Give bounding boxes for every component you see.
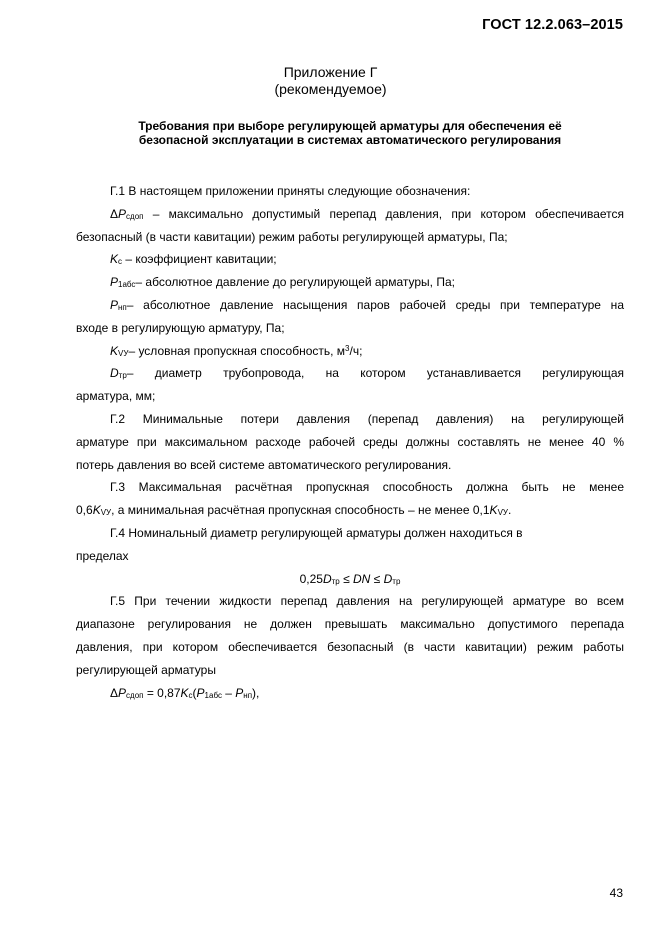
symbol-k: K xyxy=(110,252,119,267)
subscript: VУ xyxy=(118,348,129,358)
symbol-p: P xyxy=(196,685,205,700)
text-span: безопасный (в части кавитации) режим работы регулирующей арматуры, Па; xyxy=(76,229,508,244)
subscript: 1абс xyxy=(204,690,222,700)
paragraph-g5-line-4 xyxy=(76,659,624,682)
text-span: регулирующей арматуры xyxy=(76,662,216,677)
definition-kvy xyxy=(76,340,624,363)
text-span: арматуре при максимальном расходе рабочей среды должны составлять не менее 40 % xyxy=(76,434,624,449)
text-span: Г.5 При течении жидкости перепад давления на регулирующей арматуре во всем xyxy=(110,594,624,609)
text-span: пределах xyxy=(76,548,129,563)
text-span: – условная пропускная способность, м xyxy=(128,343,346,358)
subscript: нп xyxy=(243,690,253,700)
paragraph-g1 xyxy=(76,180,624,203)
symbol-d: D xyxy=(322,571,332,586)
appendix-status: (рекомендуемое) xyxy=(274,81,387,97)
text-span: – диаметр трубопровода, на котором устанавливается регулирующая xyxy=(126,366,624,381)
paragraph-g3-line-1 xyxy=(76,476,624,499)
subscript: 1абс xyxy=(118,280,136,290)
symbol-k: K xyxy=(110,343,119,358)
definition-dtr-line-1 xyxy=(76,362,624,385)
symbol-d: D xyxy=(110,366,119,381)
text-span: = 0,87 xyxy=(143,685,181,700)
symbol-p: P xyxy=(118,206,127,221)
symbol-p: P xyxy=(118,685,127,700)
paragraph-g5-line-2 xyxy=(76,613,624,636)
definition-pnp-line-1 xyxy=(76,294,624,317)
symbol-p: P xyxy=(110,275,119,290)
definition-dp-line-1 xyxy=(76,203,624,226)
text-span: – абсолютное давление до регулирующей арматуры, Па; xyxy=(135,275,455,290)
subscript: VУ xyxy=(100,508,112,518)
subscript: сдоп xyxy=(126,211,144,221)
subscript: нп xyxy=(118,302,127,312)
appendix-heading-line-2: безопасной эксплуатации в системах автоматического регулирования xyxy=(138,133,562,147)
definition-p1 xyxy=(76,271,624,294)
text-span: диапазоне регулирования не должен превышать максимально допустимого перепада xyxy=(76,617,624,632)
definition-dp-line-2 xyxy=(76,226,624,249)
symbol-k: K xyxy=(180,685,189,700)
definition-pnp-line-2 xyxy=(76,317,624,340)
text-span: арматура, мм; xyxy=(76,389,156,404)
symbol-k: K xyxy=(92,503,101,518)
text-span: 0,25 xyxy=(299,571,323,586)
text-span: Г.1 В настоящем приложении приняты следующие обозначения: xyxy=(110,184,471,198)
text-span: Г.3 Максимальная расчётная пропускная способность должна быть не менее xyxy=(110,480,624,495)
appendix-title xyxy=(0,64,661,98)
text-span: потерь давления во всей системе автоматического регулирования. xyxy=(76,457,452,472)
text-span: ), xyxy=(252,685,260,700)
standard-code: ГОСТ 12.2.063–2015 xyxy=(482,17,623,33)
subscript: с xyxy=(118,257,123,267)
definition-kc xyxy=(76,248,624,271)
subscript: VУ xyxy=(497,508,508,518)
paragraph-g4-line-2 xyxy=(76,545,624,568)
text-span: ( xyxy=(192,685,197,700)
text-span: – xyxy=(221,685,236,700)
text-span: , а минимальная расчётная пропускная способность – не менее 0,1 xyxy=(111,503,490,518)
symbol-p: P xyxy=(110,297,119,312)
document-body xyxy=(76,180,624,704)
text-span: Г.4 Номинальный диаметр регулирующей арматуры должен находиться в xyxy=(110,525,523,540)
text-span: ≤ xyxy=(339,571,353,586)
subscript: тр xyxy=(331,576,340,586)
symbol-delta: Δ xyxy=(110,206,119,221)
text-span: /ч; xyxy=(349,343,363,358)
text-span: . xyxy=(507,503,512,518)
text-span: ≤ xyxy=(370,571,384,586)
paragraph-g2-line-2 xyxy=(76,431,624,454)
paragraph-g4-line-1 xyxy=(76,522,624,545)
text-span: давления, при котором обеспечивается безопасный (в части кавитации) режим работы xyxy=(76,639,624,654)
subscript: тр xyxy=(118,371,127,381)
text-span: – максимально допустимый перепад давления, при котором обеспечивается xyxy=(143,206,624,221)
appendix-heading xyxy=(75,119,625,147)
subscript: сдоп xyxy=(126,690,144,700)
text-span: 0,6 xyxy=(76,503,93,518)
symbol-k: K xyxy=(489,503,498,518)
subscript: с xyxy=(188,690,193,700)
symbol-p: P xyxy=(235,685,244,700)
text-span: входе в регулирующую арматуру, Па; xyxy=(76,320,285,335)
page-number: 43 xyxy=(609,886,623,900)
superscript: 3 xyxy=(345,343,350,353)
paragraph-g2-line-1 xyxy=(76,408,624,431)
text-span: Г.2 Минимальные потери давления (перепад давления) на регулирующей xyxy=(110,411,624,426)
paragraph-g2-line-3 xyxy=(76,454,624,477)
appendix-heading-line-1: Требования при выборе регулирующей арматуры для обеспечения её xyxy=(138,119,562,133)
symbol-d: D xyxy=(383,571,393,586)
paragraph-g5-line-3 xyxy=(76,636,624,659)
definition-dtr-line-2 xyxy=(76,385,624,408)
formula-dp-allowed xyxy=(76,682,624,705)
paragraph-g5-line-1 xyxy=(76,590,624,613)
symbol-delta: Δ xyxy=(110,685,119,700)
text-span: – коэффициент кавитации; xyxy=(122,252,277,267)
appendix-label: Приложение Г xyxy=(283,64,378,80)
formula-dn-range xyxy=(76,568,624,591)
symbol-dn: DN xyxy=(353,571,371,586)
paragraph-g3-line-2 xyxy=(76,499,624,522)
subscript: тр xyxy=(392,576,401,586)
text-span: – абсолютное давление насыщения паров рабочей среды при температуре на xyxy=(126,297,624,312)
